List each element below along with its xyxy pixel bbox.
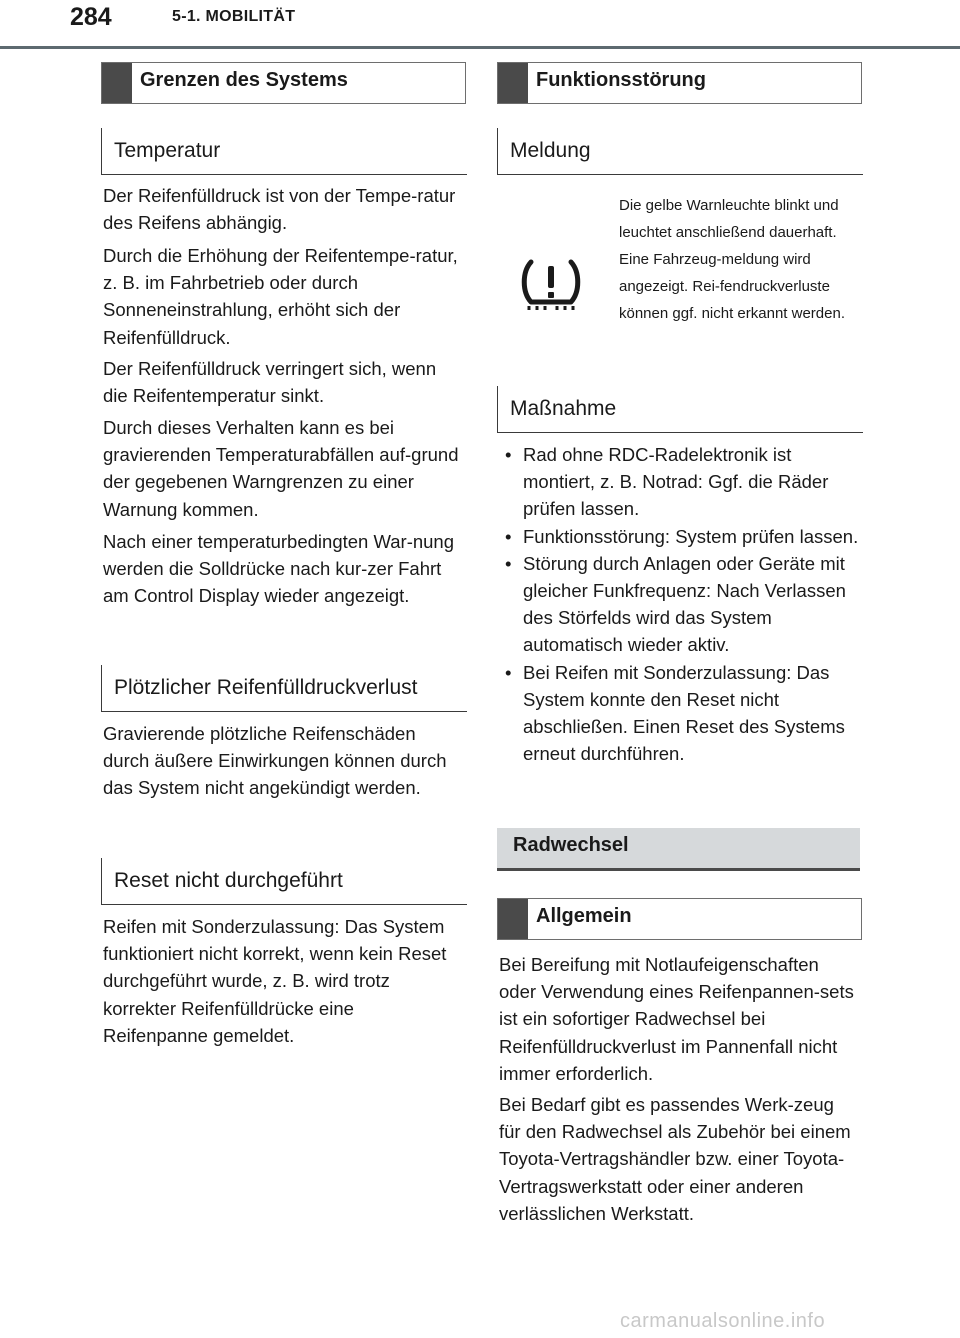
section-marker xyxy=(102,63,132,103)
section-title: Grenzen des Systems xyxy=(140,69,348,91)
paragraph: Der Reifenfülldruck verringert sich, wenn die Reifentemperatur sinkt. xyxy=(103,358,437,407)
section-grenzen xyxy=(101,62,466,104)
subheading-label: Temperatur xyxy=(114,139,221,162)
subheading-label: Meldung xyxy=(510,139,591,162)
tire-pressure-warning-icon xyxy=(519,258,583,310)
bullet-icon: • xyxy=(505,661,512,683)
list-item-text: Funktionsstörung: System prüfen lassen. xyxy=(523,525,859,547)
subheading-label: Maßnahme xyxy=(510,397,617,420)
list-item xyxy=(499,659,859,768)
chapter-title: 5-1. MOBILITÄT xyxy=(172,8,296,25)
list-item xyxy=(499,550,859,659)
subheading-label: Plötzlicher Reifenfülldruckverlust xyxy=(114,676,418,699)
subheading-reset xyxy=(101,858,467,905)
warning-message-text: Die gelbe Warnleuchte blinkt und leuchtet anschließend dauerhaft. Eine Fahrzeug-meldung wird angezeigt. Rei-fendruckverluste können ggf. nicht erkannt werden. xyxy=(619,197,845,322)
action-list xyxy=(499,441,859,767)
subheading-meldung xyxy=(497,128,863,175)
section-title: Radwechsel xyxy=(513,834,629,856)
section-allgemein xyxy=(497,898,862,940)
paragraph: Nach einer temperaturbedingten War-nung werden die Solldrücke nach kur-zer Fahrt am Control Display wieder angezeigt. xyxy=(103,531,455,607)
section-marker xyxy=(498,899,528,939)
bullet-icon: • xyxy=(505,525,512,547)
list-item-text: Bei Reifen mit Sonderzulassung: Das System konnte den Reset nicht abschließen. Einen Reset des Systems erneut durchführen. xyxy=(523,661,845,765)
subheading-label: Reset nicht durchgeführt xyxy=(114,869,343,892)
section-title: Funktionsstörung xyxy=(536,69,706,91)
section-funktionsstoerung xyxy=(497,62,862,104)
subheading-massnahme xyxy=(497,386,863,433)
list-item xyxy=(499,441,859,523)
list-item-text: Störung durch Anlagen oder Geräte mit gleicher Funkfrequenz: Nach Verlassen des Störfelds wird das System automatisch wieder aktiv. xyxy=(523,552,846,656)
list-item xyxy=(499,523,859,550)
section-marker xyxy=(498,63,528,103)
paragraph: Durch dieses Verhalten kann es bei gravierenden Temperaturabfällen auf-grund der gegebenen Warngrenzen zu einer Warnung kommen. xyxy=(103,417,459,520)
section-radwechsel xyxy=(497,828,860,871)
subheading-temperatur xyxy=(101,128,467,175)
paragraph: Bei Bedarf gibt es passendes Werk-zeug für den Radwechsel als Zubehör bei einem Toyota-Vertragshändler bzw. einer Toyota-Vertragswerkstatt oder einer anderen verlässlichen Werkstatt. xyxy=(499,1094,851,1224)
page-header xyxy=(0,0,960,49)
subheading-verlust xyxy=(101,665,467,712)
paragraph: Der Reifenfülldruck ist von der Tempe-ratur des Reifens abhängig. xyxy=(103,185,456,234)
page-number: 284 xyxy=(70,3,112,31)
watermark: carmanualsonline.info xyxy=(620,1310,826,1332)
section-title: Allgemein xyxy=(536,905,632,927)
paragraph: Durch die Erhöhung der Reifentempe-ratur, z. B. im Fahrbetrieb oder durch Sonneneinstrahlung, erhöht sich der Reifenfülldruck. xyxy=(103,245,458,348)
paragraph: Reifen mit Sonderzulassung: Das System funktioniert nicht korrekt, wenn kein Reset durchgeführt wurde, z. B. wird trotz korrekter Reifenfülldrücke eine Reifenpanne gemeldet. xyxy=(103,916,447,1046)
list-item-text: Rad ohne RDC-Radelektronik ist montiert, z. B. Notrad: Ggf. die Räder prüfen lassen. xyxy=(523,444,829,520)
bullet-icon: • xyxy=(505,552,512,574)
paragraph: Bei Bereifung mit Notlaufeigenschaften oder Verwendung eines Reifenpannen-sets ist ein sofortiger Radwechsel bei Reifenfülldruckverlust im Pannenfall nicht immer erforderlich. xyxy=(499,954,854,1084)
bullet-icon: • xyxy=(505,444,512,465)
paragraph: Gravierende plötzliche Reifenschäden durch äußere Einwirkungen können durch das System nicht angekündigt werden. xyxy=(103,723,447,799)
